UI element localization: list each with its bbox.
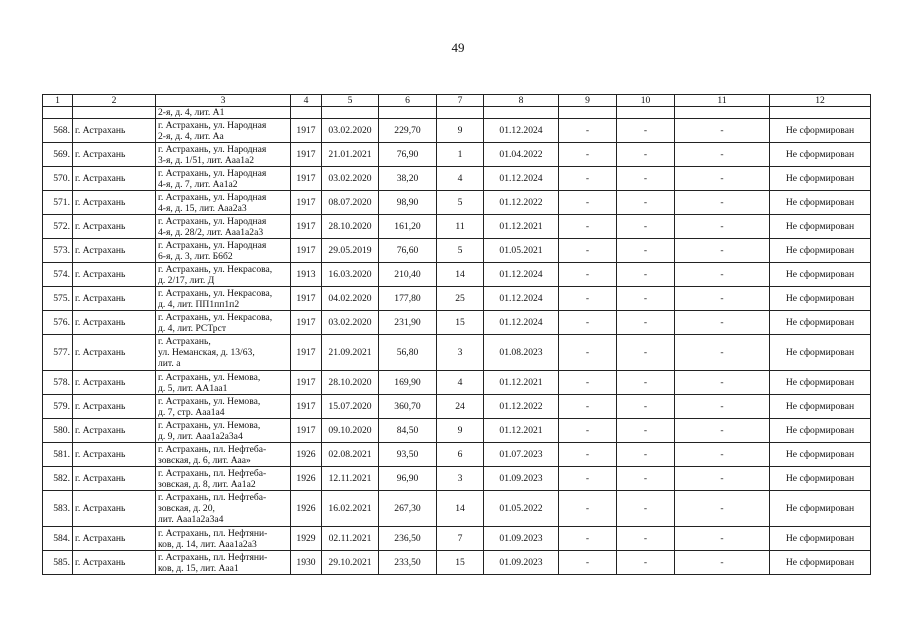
- cell-date: 29.10.2021: [322, 551, 379, 575]
- table-row: [43, 119, 871, 143]
- cell-year: 1926: [291, 467, 322, 491]
- cell-count: 15: [437, 551, 484, 575]
- table-row: [43, 143, 871, 167]
- cell-plan-date: 01.12.2024: [484, 287, 559, 311]
- cell-col10: -: [617, 419, 675, 443]
- cell-col11: -: [675, 191, 770, 215]
- cell-col11: -: [675, 335, 770, 371]
- cell-status: Не сформирован: [770, 143, 871, 167]
- cell-count: 1: [437, 143, 484, 167]
- cell-count: 9: [437, 119, 484, 143]
- cell-date: 28.10.2020: [322, 371, 379, 395]
- cell-year: 1917: [291, 419, 322, 443]
- cell-date: 21.01.2021: [322, 143, 379, 167]
- cell-num: 572.: [43, 215, 73, 239]
- cell-col10: -: [617, 491, 675, 527]
- cell-empty: [484, 107, 559, 119]
- cell-col9: -: [559, 263, 617, 287]
- cell-count: 5: [437, 239, 484, 263]
- cell-area: 236,50: [379, 527, 437, 551]
- cell-address: г. Астрахань, ул. Народная 4-я, д. 15, лит. Ааа2а3: [156, 191, 291, 215]
- cell-empty: [379, 107, 437, 119]
- cell-area: 229,70: [379, 119, 437, 143]
- cell-address: г. Астрахань, ул. Народная 2-я, д. 4, лит. Аа: [156, 119, 291, 143]
- cell-year: 1917: [291, 311, 322, 335]
- cell-city: г. Астрахань: [73, 467, 156, 491]
- cell-count: 7: [437, 527, 484, 551]
- cell-date: 09.10.2020: [322, 419, 379, 443]
- cell-col11: -: [675, 215, 770, 239]
- cell-col11: -: [675, 371, 770, 395]
- cell-num: 573.: [43, 239, 73, 263]
- registry-table: [42, 94, 871, 575]
- cell-address: г. Астрахань, пл. Нефтяни- ков, д. 14, лит. Ааа1а2а3: [156, 527, 291, 551]
- cell-num: 577.: [43, 335, 73, 371]
- column-number-header: 11: [675, 95, 770, 107]
- cell-date: 29.05.2019: [322, 239, 379, 263]
- column-number-header: 10: [617, 95, 675, 107]
- cell-address: г. Астрахань, ул. Народная 4-я, д. 7, лит. Аа1а2: [156, 167, 291, 191]
- cell-area: 177,80: [379, 287, 437, 311]
- cell-col11: -: [675, 527, 770, 551]
- cell-year: 1917: [291, 119, 322, 143]
- cell-num: 568.: [43, 119, 73, 143]
- cell-num: 576.: [43, 311, 73, 335]
- cell-num: 585.: [43, 551, 73, 575]
- cell-city: г. Астрахань: [73, 395, 156, 419]
- cell-year: 1926: [291, 491, 322, 527]
- cell-count: 4: [437, 167, 484, 191]
- cell-plan-date: 01.09.2023: [484, 527, 559, 551]
- cell-count: 14: [437, 491, 484, 527]
- cell-col9: -: [559, 119, 617, 143]
- cell-address: г. Астрахань, пл. Нефтяни- ков, д. 15, лит. Ааа1: [156, 551, 291, 575]
- cell-plan-date: 01.07.2023: [484, 443, 559, 467]
- cell-status: Не сформирован: [770, 371, 871, 395]
- cell-status: Не сформирован: [770, 419, 871, 443]
- cell-plan-date: 01.05.2022: [484, 491, 559, 527]
- cell-city: г. Астрахань: [73, 335, 156, 371]
- cell-status: Не сформирован: [770, 527, 871, 551]
- cell-count: 24: [437, 395, 484, 419]
- cell-col11: -: [675, 443, 770, 467]
- cell-city: г. Астрахань: [73, 191, 156, 215]
- cell-empty: [617, 107, 675, 119]
- cell-year: 1917: [291, 215, 322, 239]
- cell-col11: -: [675, 143, 770, 167]
- cell-date: 21.09.2021: [322, 335, 379, 371]
- cell-col9: -: [559, 395, 617, 419]
- cell-city: г. Астрахань: [73, 419, 156, 443]
- cell-status: Не сформирован: [770, 119, 871, 143]
- cell-empty: [675, 107, 770, 119]
- cell-num: 580.: [43, 419, 73, 443]
- table-row: [43, 191, 871, 215]
- cell-col11: -: [675, 395, 770, 419]
- cell-empty: [322, 107, 379, 119]
- table-row: [43, 371, 871, 395]
- table-row: [43, 263, 871, 287]
- cell-status: Не сформирован: [770, 287, 871, 311]
- cell-col9: -: [559, 467, 617, 491]
- cell-col9: -: [559, 143, 617, 167]
- cell-col10: -: [617, 527, 675, 551]
- column-number-header: 5: [322, 95, 379, 107]
- table-row-continued: [43, 107, 871, 119]
- cell-address: г. Астрахань, ул. Некрасова, д. 4, лит. ПП1пп1п2: [156, 287, 291, 311]
- cell-date: 02.11.2021: [322, 527, 379, 551]
- cell-status: Не сформирован: [770, 167, 871, 191]
- cell-col9: -: [559, 167, 617, 191]
- cell-col10: -: [617, 191, 675, 215]
- cell-year: 1926: [291, 443, 322, 467]
- cell-num: 575.: [43, 287, 73, 311]
- cell-col9: -: [559, 311, 617, 335]
- cell-date: 16.02.2021: [322, 491, 379, 527]
- cell-city: г. Астрахань: [73, 311, 156, 335]
- cell-empty: [559, 107, 617, 119]
- cell-num: 582.: [43, 467, 73, 491]
- cell-status: Не сформирован: [770, 443, 871, 467]
- cell-address: г. Астрахань, пл. Нефтеба- зовская, д. 20, лит. Ааа1а2а3а4: [156, 491, 291, 527]
- cell-col10: -: [617, 395, 675, 419]
- cell-address: г. Астрахань, ул. Немова, д. 5, лит. АА1аа1: [156, 371, 291, 395]
- table-row: [43, 167, 871, 191]
- cell-num: 571.: [43, 191, 73, 215]
- cell-col11: -: [675, 167, 770, 191]
- cell-col10: -: [617, 335, 675, 371]
- cell-col10: -: [617, 239, 675, 263]
- cell-area: 38,20: [379, 167, 437, 191]
- cell-city: г. Астрахань: [73, 491, 156, 527]
- cell-year: 1917: [291, 335, 322, 371]
- cell-city: г. Астрахань: [73, 215, 156, 239]
- cell-plan-date: 01.12.2024: [484, 263, 559, 287]
- cell-city: [73, 107, 156, 119]
- cell-area: 161,20: [379, 215, 437, 239]
- cell-date: 03.02.2020: [322, 119, 379, 143]
- cell-col11: -: [675, 119, 770, 143]
- cell-city: г. Астрахань: [73, 287, 156, 311]
- cell-col10: -: [617, 311, 675, 335]
- column-number-header: 8: [484, 95, 559, 107]
- cell-count: 6: [437, 443, 484, 467]
- cell-year: 1930: [291, 551, 322, 575]
- cell-col10: -: [617, 287, 675, 311]
- cell-area: 169,90: [379, 371, 437, 395]
- cell-date: 16.03.2020: [322, 263, 379, 287]
- cell-year: 1913: [291, 263, 322, 287]
- table-row: [43, 527, 871, 551]
- table-row: [43, 215, 871, 239]
- cell-plan-date: 01.12.2024: [484, 119, 559, 143]
- cell-date: 03.02.2020: [322, 311, 379, 335]
- cell-status: Не сформирован: [770, 191, 871, 215]
- cell-area: 56,80: [379, 335, 437, 371]
- cell-plan-date: 01.12.2021: [484, 419, 559, 443]
- cell-plan-date: 01.09.2023: [484, 551, 559, 575]
- cell-col9: -: [559, 191, 617, 215]
- cell-col10: -: [617, 371, 675, 395]
- cell-area: 231,90: [379, 311, 437, 335]
- cell-count: 9: [437, 419, 484, 443]
- cell-area: 96,90: [379, 467, 437, 491]
- column-number-header: 9: [559, 95, 617, 107]
- cell-status: Не сформирован: [770, 491, 871, 527]
- cell-col9: -: [559, 215, 617, 239]
- cell-city: г. Астрахань: [73, 443, 156, 467]
- cell-plan-date: 01.09.2023: [484, 467, 559, 491]
- cell-num: [43, 107, 73, 119]
- cell-address: г. Астрахань, ул. Народная 4-я, д. 28/2, лит. Ааа1а2а3: [156, 215, 291, 239]
- cell-count: 15: [437, 311, 484, 335]
- cell-year: 1917: [291, 143, 322, 167]
- cell-num: 578.: [43, 371, 73, 395]
- cell-year: 1917: [291, 395, 322, 419]
- cell-plan-date: 01.05.2021: [484, 239, 559, 263]
- table-row: [43, 311, 871, 335]
- cell-empty: [770, 107, 871, 119]
- cell-col11: -: [675, 467, 770, 491]
- column-number-header: 6: [379, 95, 437, 107]
- cell-num: 581.: [43, 443, 73, 467]
- cell-date: 08.07.2020: [322, 191, 379, 215]
- cell-num: 574.: [43, 263, 73, 287]
- cell-area: 76,60: [379, 239, 437, 263]
- table-body: [43, 107, 871, 575]
- cell-date: 04.02.2020: [322, 287, 379, 311]
- cell-count: 3: [437, 467, 484, 491]
- cell-col11: -: [675, 419, 770, 443]
- column-number-row: [43, 95, 871, 107]
- cell-city: г. Астрахань: [73, 371, 156, 395]
- table-row: [43, 335, 871, 371]
- cell-city: г. Астрахань: [73, 551, 156, 575]
- cell-count: 25: [437, 287, 484, 311]
- cell-col9: -: [559, 527, 617, 551]
- cell-num: 583.: [43, 491, 73, 527]
- cell-status: Не сформирован: [770, 215, 871, 239]
- page-number: 49: [451, 40, 465, 55]
- column-number-header: 1: [43, 95, 73, 107]
- cell-col10: -: [617, 119, 675, 143]
- table-row: [43, 419, 871, 443]
- column-number-header: 7: [437, 95, 484, 107]
- cell-area: 84,50: [379, 419, 437, 443]
- cell-address: г. Астрахань, пл. Нефтеба- зовская, д. 8, лит. Аа1а2: [156, 467, 291, 491]
- cell-plan-date: 01.12.2021: [484, 371, 559, 395]
- cell-status: Не сформирован: [770, 239, 871, 263]
- cell-year: 1917: [291, 287, 322, 311]
- cell-area: 360,70: [379, 395, 437, 419]
- cell-count: 5: [437, 191, 484, 215]
- cell-num: 569.: [43, 143, 73, 167]
- cell-area: 76,90: [379, 143, 437, 167]
- cell-col9: -: [559, 491, 617, 527]
- cell-col9: -: [559, 335, 617, 371]
- cell-area: 93,50: [379, 443, 437, 467]
- table-row: [43, 239, 871, 263]
- cell-city: г. Астрахань: [73, 239, 156, 263]
- cell-col10: -: [617, 143, 675, 167]
- cell-address: г. Астрахань, ул. Некрасова, д. 4, лит. РСТрст: [156, 311, 291, 335]
- cell-address: г. Астрахань, ул. Народная 3-я, д. 1/51, лит. Ааа1а2: [156, 143, 291, 167]
- cell-address: г. Астрахань, пл. Нефтеба- зовская, д. 6, лит. Ааа»: [156, 443, 291, 467]
- cell-city: г. Астрахань: [73, 527, 156, 551]
- column-number-header: 2: [73, 95, 156, 107]
- cell-col11: -: [675, 491, 770, 527]
- cell-status: Не сформирован: [770, 263, 871, 287]
- cell-date: 02.08.2021: [322, 443, 379, 467]
- cell-city: г. Астрахань: [73, 143, 156, 167]
- cell-date: 03.02.2020: [322, 167, 379, 191]
- cell-col9: -: [559, 287, 617, 311]
- cell-count: 3: [437, 335, 484, 371]
- cell-col9: -: [559, 371, 617, 395]
- cell-col10: -: [617, 443, 675, 467]
- cell-count: 4: [437, 371, 484, 395]
- cell-col9: -: [559, 551, 617, 575]
- cell-address: г. Астрахань, ул. Неманская, д. 13/63, лит. а: [156, 335, 291, 371]
- cell-area: 233,50: [379, 551, 437, 575]
- cell-col9: -: [559, 443, 617, 467]
- cell-plan-date: 01.12.2022: [484, 191, 559, 215]
- cell-count: 11: [437, 215, 484, 239]
- cell-address: г. Астрахань, ул. Немова, д. 7, стр. Ааа1а4: [156, 395, 291, 419]
- cell-empty: [291, 107, 322, 119]
- cell-city: г. Астрахань: [73, 263, 156, 287]
- table-row: [43, 395, 871, 419]
- cell-col11: -: [675, 551, 770, 575]
- cell-address: г. Астрахань, ул. Некрасова, д. 2/17, лит. Д: [156, 263, 291, 287]
- cell-plan-date: 01.12.2024: [484, 167, 559, 191]
- cell-col11: -: [675, 311, 770, 335]
- cell-city: г. Астрахань: [73, 167, 156, 191]
- table-row: [43, 443, 871, 467]
- cell-num: 570.: [43, 167, 73, 191]
- table-row: [43, 491, 871, 527]
- cell-area: 98,90: [379, 191, 437, 215]
- cell-col11: -: [675, 263, 770, 287]
- cell-plan-date: 01.04.2022: [484, 143, 559, 167]
- cell-col10: -: [617, 263, 675, 287]
- cell-col9: -: [559, 239, 617, 263]
- cell-address: г. Астрахань, ул. Немова, д. 9, лит. Ааа1а2а3а4: [156, 419, 291, 443]
- cell-status: Не сформирован: [770, 395, 871, 419]
- table-row: [43, 551, 871, 575]
- cell-count: 14: [437, 263, 484, 287]
- cell-date: 28.10.2020: [322, 215, 379, 239]
- cell-status: Не сформирован: [770, 335, 871, 371]
- table-row: [43, 467, 871, 491]
- table-row: [43, 287, 871, 311]
- cell-year: 1917: [291, 191, 322, 215]
- column-number-header: 3: [156, 95, 291, 107]
- cell-num: 579.: [43, 395, 73, 419]
- cell-year: 1917: [291, 371, 322, 395]
- cell-status: Не сформирован: [770, 311, 871, 335]
- cell-plan-date: 01.12.2021: [484, 215, 559, 239]
- cell-plan-date: 01.08.2023: [484, 335, 559, 371]
- cell-empty: [437, 107, 484, 119]
- cell-date: 12.11.2021: [322, 467, 379, 491]
- cell-year: 1917: [291, 167, 322, 191]
- cell-col10: -: [617, 467, 675, 491]
- cell-area: 210,40: [379, 263, 437, 287]
- cell-status: Не сформирован: [770, 551, 871, 575]
- cell-plan-date: 01.12.2022: [484, 395, 559, 419]
- cell-col9: -: [559, 419, 617, 443]
- cell-year: 1929: [291, 527, 322, 551]
- cell-col11: -: [675, 239, 770, 263]
- cell-plan-date: 01.12.2024: [484, 311, 559, 335]
- cell-city: г. Астрахань: [73, 119, 156, 143]
- cell-num: 584.: [43, 527, 73, 551]
- cell-date: 15.07.2020: [322, 395, 379, 419]
- column-number-header: 4: [291, 95, 322, 107]
- cell-year: 1917: [291, 239, 322, 263]
- cell-address: г. Астрахань, ул. Народная 6-я, д. 3, лит. Б6б2: [156, 239, 291, 263]
- column-number-header: 12: [770, 95, 871, 107]
- cell-col11: -: [675, 287, 770, 311]
- cell-address: 2-я, д. 4, лит. А1: [156, 107, 291, 119]
- cell-col10: -: [617, 167, 675, 191]
- cell-col10: -: [617, 551, 675, 575]
- cell-area: 267,30: [379, 491, 437, 527]
- cell-col10: -: [617, 215, 675, 239]
- cell-status: Не сформирован: [770, 467, 871, 491]
